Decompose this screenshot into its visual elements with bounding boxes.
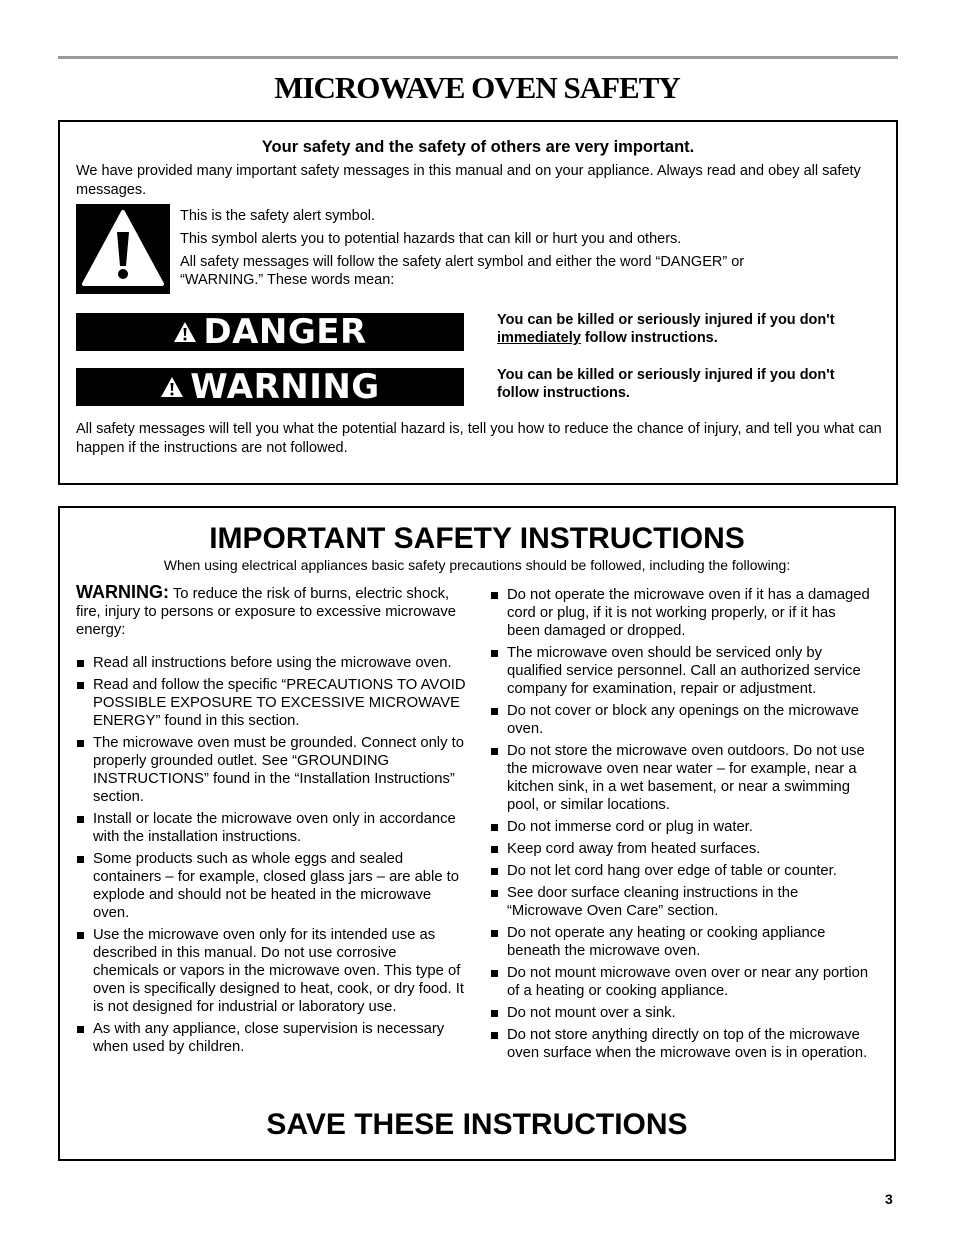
save-instructions-title: SAVE THESE INSTRUCTIONS	[266, 1108, 688, 1141]
warning-label: WARNING:	[76, 582, 169, 602]
danger-alert-icon	[173, 321, 197, 343]
list-item: Install or locate the microwave oven only in accordance with the installation instructions.	[76, 810, 466, 846]
header-rule	[58, 56, 898, 59]
warning-alert-icon	[160, 376, 184, 398]
warning-description: You can be killed or seriously injured if you don't follow instructions.	[497, 367, 835, 401]
list-item: The microwave oven should be serviced only by qualified service personnel. Call an authorized service company for examination, repair or adjustment.	[490, 644, 872, 698]
list-item: Do not store anything directly on top of the microwave oven surface when the microwave oven is in operation.	[490, 1026, 872, 1062]
list-item: Do not immerse cord or plug in water.	[490, 818, 872, 836]
safety-alert-triangle-icon	[76, 204, 170, 294]
warning-lead	[76, 583, 466, 639]
instructions-box	[58, 506, 896, 1161]
danger-description	[497, 311, 877, 347]
instructions-intro: When using electrical appliances basic safety precautions should be followed, including the following:	[163, 557, 791, 573]
list-item: See door surface cleaning instructions in the “Microwave Oven Care” section.	[490, 884, 872, 920]
alert-symbol-line: This is the safety alert symbol.	[180, 208, 376, 224]
warning-lead-text: To reduce the risk of burns, electric shock, fire, injury to persons or exposure to excessive microwave energy:	[76, 586, 456, 638]
list-item: As with any appliance, close supervision is necessary when used by children.	[76, 1020, 466, 1056]
danger-text-before: You can be killed or seriously injured if you don't	[497, 312, 835, 328]
list-item: Do not mount over a sink.	[490, 1004, 872, 1022]
safety-intro: We have provided many important safety messages in this manual and on your appliance. Always read and obey all safety messages.	[76, 163, 861, 198]
list-item: The microwave oven must be grounded. Connect only to properly grounded outlet. See “GROUNDING INSTRUCTIONS” found in the “Installation Instructions” section.	[76, 734, 466, 806]
instructions-right-column	[490, 586, 872, 1066]
list-item: Do not operate any heating or cooking appliance beneath the microwave oven.	[490, 924, 872, 960]
danger-word: DANGER	[203, 312, 367, 352]
list-item: Use the microwave oven only for its intended use as described in this manual. Do not use corrosive chemicals or vapors in the microwave oven. This type of oven is specifically designed to heat, cook, or dry food. It is not designed for industrial or laboratory use.	[76, 926, 466, 1016]
instructions-left-column	[76, 583, 466, 1060]
list-item: Do not let cord hang over edge of table or counter.	[490, 862, 872, 880]
list-item: Do not mount microwave oven over or near any portion of a heating or cooking appliance.	[490, 964, 872, 1000]
warning-signal-bar	[76, 368, 464, 406]
list-item: Read and follow the specific “PRECAUTIONS TO AVOID POSSIBLE EXPOSURE TO EXCESSIVE MICROWAVE ENERGY” found in this section.	[76, 676, 466, 730]
danger-signal-bar	[76, 313, 464, 351]
list-item: Do not operate the microwave oven if it has a damaged cord or plug, if it is not working properly, or if it has been damaged or dropped.	[490, 586, 872, 640]
page-number: 3	[885, 1191, 893, 1207]
alert-signal-words-line: All safety messages will follow the safety alert symbol and either the word “DANGER” or “WARNING.” These words mean:	[180, 254, 745, 288]
safety-footer: All safety messages will tell you what the potential hazard is, tell you how to reduce the chance of injury, and tell you what can happen if the instructions are not followed.	[76, 421, 882, 456]
danger-text-emphasis: immediately	[497, 330, 581, 346]
safety-heading: Your safety and the safety of others are very important.	[261, 138, 695, 156]
safety-message-box	[58, 120, 898, 485]
list-item: Do not store the microwave oven outdoors. Do not use the microwave oven near water – for example, near a kitchen sink, in a wet basement, or near a swimming pool, or similar locations.	[490, 742, 872, 814]
instructions-title: IMPORTANT SAFETY INSTRUCTIONS	[209, 522, 745, 555]
list-item: Keep cord away from heated surfaces.	[490, 840, 872, 858]
page-title: MICROWAVE OVEN SAFETY	[274, 70, 680, 105]
alert-hazard-line: This symbol alerts you to potential hazards that can kill or hurt you and others.	[180, 231, 682, 247]
list-item: Some products such as whole eggs and sealed containers – for example, closed glass jars – are able to explode and should not be heated in the microwave oven.	[76, 850, 466, 922]
warning-word: WARNING	[190, 367, 380, 407]
list-item: Do not cover or block any openings on the microwave oven.	[490, 702, 872, 738]
list-item: Read all instructions before using the microwave oven.	[76, 654, 466, 672]
danger-text-after: follow instructions.	[580, 330, 718, 346]
